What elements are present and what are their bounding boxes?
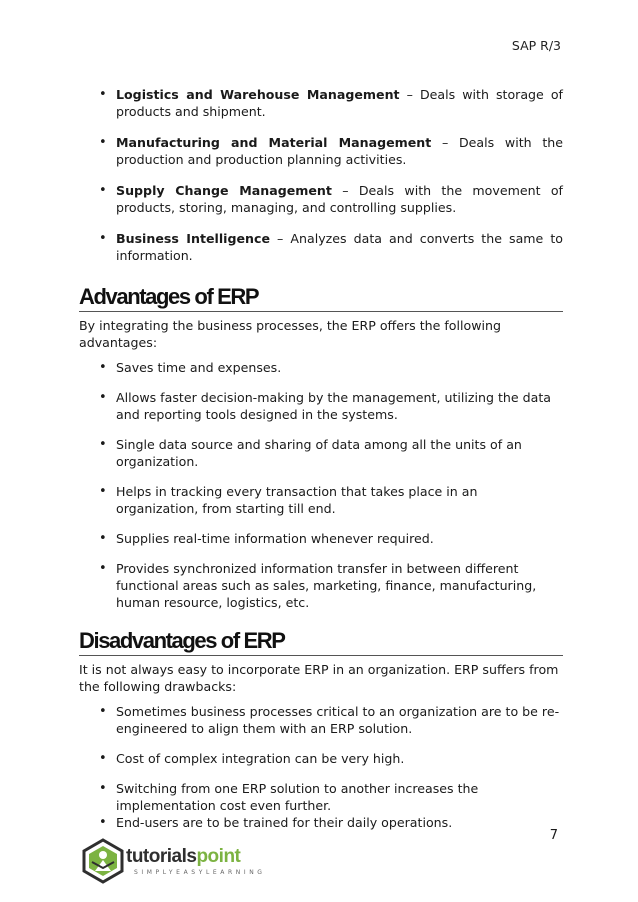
module-list <box>79 86 563 264</box>
list-item <box>79 86 563 120</box>
logo-wordmark <box>126 846 240 868</box>
logo-tagline: SIMPLYEASYLEARNING <box>134 869 266 876</box>
list-item-term: Manufacturing and Material Management <box>116 135 432 150</box>
disadvantages-intro: It is not always easy to incorporate ERP in an organization. ERP suffers from the following drawbacks: <box>79 662 559 694</box>
list-item: • Provides synchronized information transfer in between different functional areas such as sales, marketing, finance, manufacturing, human resource, logistics, etc. <box>79 560 563 611</box>
list-item-term: Supply Change Management <box>116 183 332 198</box>
disadvantages-heading: Disadvantages of ERP <box>79 628 563 656</box>
tutorialspoint-logo <box>80 838 280 884</box>
advantages-intro: By integrating the business processes, the ERP offers the following advantages: <box>79 318 501 350</box>
list-item: • Cost of complex integration can be very high. <box>79 750 563 767</box>
list-item: • Sometimes business processes critical to an organization are to be re-engineered to align them with an ERP solution. <box>79 703 563 737</box>
list-item: • Helps in tracking every transaction that takes place in an organization, from starting till end. <box>79 483 563 517</box>
list-item: • Saves time and expenses. <box>79 359 563 376</box>
list-item <box>79 182 563 216</box>
list-item-desc: – Deals with the production and production planning activities. <box>116 135 564 167</box>
list-item: • Single data source and sharing of data among all the units of an organization. <box>79 436 563 470</box>
advantages-list <box>79 359 563 611</box>
list-item: • Allows faster decision-making by the management, utilizing the data and reporting tools designed in the systems. <box>79 389 563 423</box>
list-item <box>79 230 563 264</box>
list-item: • Supplies real-time information whenever required. <box>79 530 563 547</box>
list-item-desc: – Deals with storage of products and shipment. <box>116 87 563 119</box>
list-item-desc: – Deals with the movement of products, storing, managing, and controlling supplies. <box>116 183 563 215</box>
list-item <box>79 134 563 168</box>
disadvantages-list <box>79 703 563 831</box>
page-number: 7 <box>549 828 558 843</box>
logo-emblem-icon <box>80 838 126 884</box>
logo-word-green: point <box>196 846 241 867</box>
list-item-term: Business Intelligence <box>116 231 270 246</box>
running-header: SAP R/3 <box>511 38 561 53</box>
list-item-term: Logistics and Warehouse Management <box>116 87 400 102</box>
advantages-heading: Advantages of ERP <box>79 284 563 312</box>
page-content <box>79 86 563 831</box>
list-item: • Switching from one ERP solution to another increases the implementation cost even further. <box>79 780 563 814</box>
list-item-desc: – Analyzes data and converts the same to information. <box>116 231 563 263</box>
list-item: • End-users are to be trained for their daily operations. <box>79 814 563 831</box>
logo-word-dark: tutorials <box>126 846 197 867</box>
